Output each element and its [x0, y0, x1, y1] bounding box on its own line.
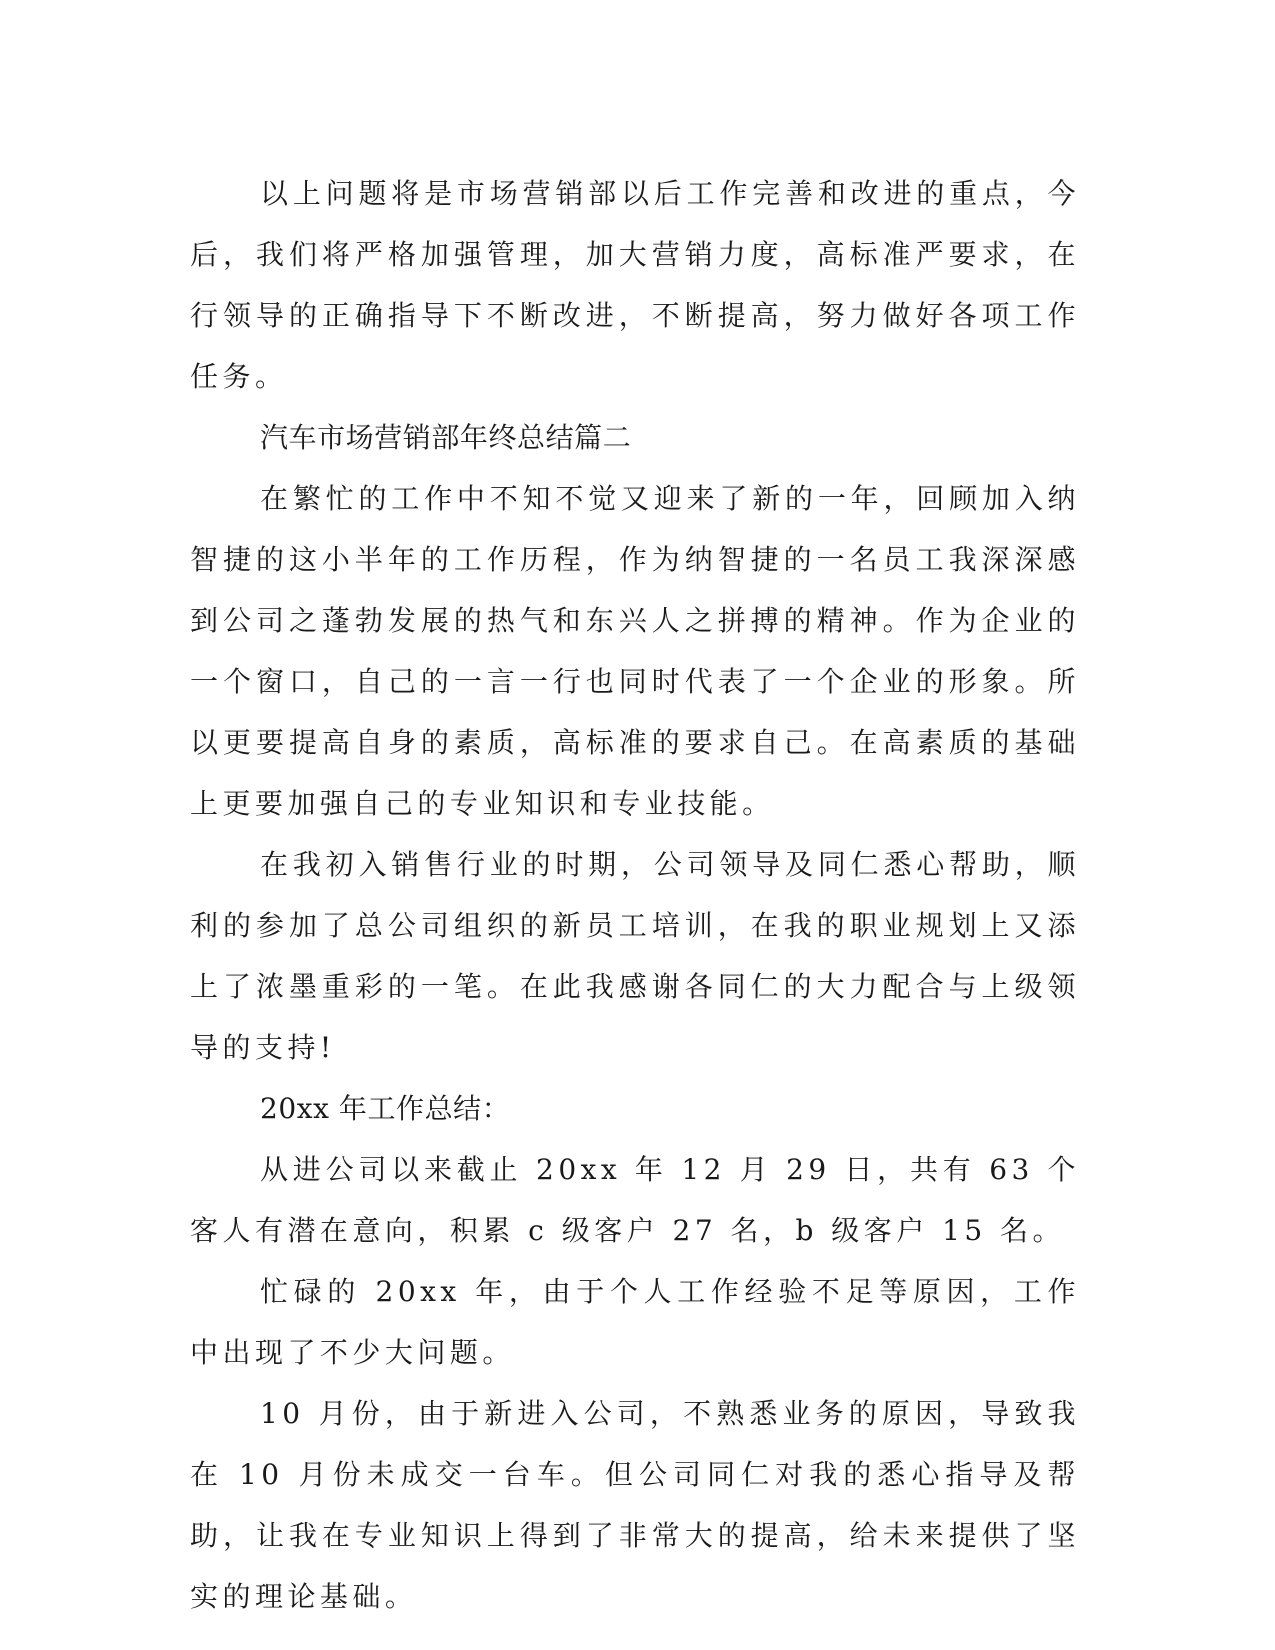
paragraph-training: 在我初入销售行业的时期，公司领导及同仁悉心帮助，顺利的参加了总公司组织的新员工培训，在我的职业规划上又添上了浓墨重彩的一笔。在此我感谢各同仁的大力配合与上级领导的支持!	[190, 848, 1080, 1064]
paragraph-closing-remarks: 以上问题将是市场营销部以后工作完善和改进的重点，今后，我们将严格加强管理，加大营销力度，高标准严要求，在行领导的正确指导下不断改进，不断提高，努力做好各项工作任务。	[190, 177, 1080, 393]
paragraph-problems: 忙碌的 20xx 年，由于个人工作经验不足等原因，工作中出现了不少大问题。	[190, 1275, 1080, 1369]
subsection-heading: 20xx 年工作总结：	[260, 1092, 511, 1125]
paragraph-intro: 在繁忙的工作中不知不觉又迎来了新的一年，回顾加入纳智捷的这小半年的工作历程，作为纳智捷的一名员工我深深感到公司之蓬勃发展的热气和东兴人之拼搏的精神。作为企业的一个窗口，自己的一言一行也同时代表了一个企业的形象。所以更要提高自身的素质，高标准的要求自己。在高素质的基础上更要加强自己的专业知识和专业技能。	[190, 482, 1080, 820]
section-heading: 汽车市场营销部年终总结篇二	[260, 421, 632, 454]
paragraph-customer-stats: 从进公司以来截止 20xx 年 12 月 29 日，共有 63 个客人有潜在意向，积累 c 级客户 27 名，b 级客户 15 名。	[190, 1153, 1080, 1247]
document-body	[190, 163, 1080, 1627]
paragraph-october: 10 月份，由于新进入公司，不熟悉业务的原因，导致我在 10 月份未成交一台车。但公司同仁对我的悉心指导及帮助，让我在专业知识上得到了非常大的提高，给未来提供了坚实的理论基础。	[190, 1397, 1080, 1613]
